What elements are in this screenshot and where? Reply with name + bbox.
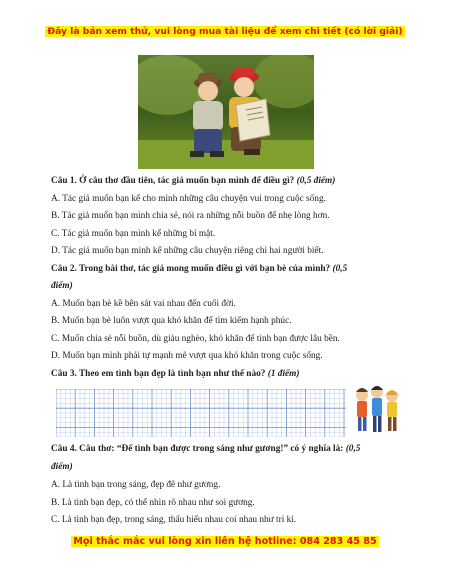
q1-option-d: D. Tác giả muốn bạn mình kể những câu chuyện riêng chỉ hai người biết.: [51, 246, 324, 256]
preview-notice-banner: [0, 26, 450, 38]
question-1-points: (0,5 điểm): [296, 176, 336, 186]
question-4-points-cont: [51, 459, 73, 477]
q2-option-a: A. Muốn bạn bè kề bên sát vai nhau đến cuối đời.: [51, 298, 236, 309]
question-1: [51, 173, 401, 191]
question-2-points: (0,5: [332, 263, 348, 274]
kids-friends-illustration: [352, 381, 402, 439]
question-3-title: Câu 3. Theo em tình bạn đẹp là tình bạn như thế nào?: [51, 368, 266, 379]
hotline-text: Mọi thắc mắc vui lòng xin liên hệ hotline: 084 283 45 85: [73, 536, 377, 547]
question-4-points: (0,5: [345, 444, 361, 454]
question-1-title: Câu 1. Ở câu thơ đầu tiên, tác giả muốn bạn mình để điều gì?: [51, 176, 295, 186]
answer-writing-grid[interactable]: [56, 389, 346, 437]
question-4-title: Câu 4. Câu thơ: “Để tình bạn được trong sáng như gương!” có ý nghĩa là:: [51, 444, 344, 454]
children-reading-photo: [138, 55, 314, 169]
preview-notice-text: Đây là bản xem thử, vui lòng mua tài liệu để xem chi tiết (có lời giải): [47, 26, 403, 37]
q1-option-a: A. Tác giả muốn bạn kể cho mình những câu chuyện vui trong cuộc sống.: [51, 193, 326, 204]
kids-friends-icon: [352, 381, 402, 439]
children-reading-illustration: [138, 55, 314, 169]
q2-option-b: B. Muốn bạn bè luôn vượt qua khó khăn để tìm kiếm hạnh phúc.: [51, 316, 292, 326]
q4-option-c: C. Là tình bạn đẹp, trong sáng, thấu hiểu nhau coi nhau như tri kỉ.: [51, 515, 297, 525]
q1-option-b: B. Tác giả muốn bạn mình chia sẻ, nói ra những nỗi buồn để nhẹ lòng hơn.: [51, 211, 330, 221]
q2-option-c: C. Muốn chia sẻ nỗi buồn, dù giàu nghèo, khó khăn để tình bạn được lâu bền.: [51, 333, 340, 344]
q4-option-a: A. Là tình bạn trong sáng, đẹp đẽ như gương.: [51, 480, 221, 490]
question-2: [51, 261, 401, 279]
question-4: [51, 441, 360, 459]
question-2-points-end: điểm): [51, 281, 73, 291]
question-3-points: (1 điểm): [267, 368, 300, 379]
question-2-points-cont: [51, 278, 401, 296]
q2-option-d: D. Muốn bạn mình phải tự mạnh mẽ vượt qua khó khăn trong cuộc sống.: [51, 351, 323, 361]
question-3: [51, 366, 401, 384]
hotline-banner: [0, 536, 450, 548]
q4-option-b: B. Là tình bạn đẹp, có thể nhìn rõ nhau như soi gương.: [51, 498, 255, 508]
q1-option-c: C. Tác giả muốn bạn mình kể những bí mật.: [51, 228, 216, 239]
worksheet-body: [51, 173, 401, 383]
question-4-points-end: điểm): [51, 462, 73, 472]
grid-lines: [56, 389, 346, 437]
question-2-title: Câu 2. Trong bài thơ, tác giả mong muốn điều gì với bạn bè của mình?: [51, 263, 331, 274]
